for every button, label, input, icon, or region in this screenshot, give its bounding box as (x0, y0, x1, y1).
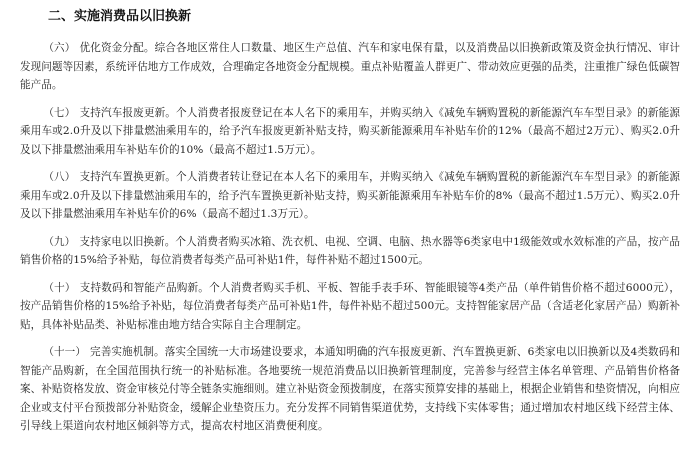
paragraph-label: （九） (43, 235, 76, 248)
paragraph-text: 完善实施机制。落实全国统一大市场建设要求，本通知明确的汽车报废更新、汽车置换更新、6类家电以旧换新以及4类数码和智能产品购新，在全国范围执行统一的补贴标准。各地要统一规范消费品以旧换新管理制度，完善参与经营主体名单管理、产品销售价格备案、补贴资格发放、资金审核兑付等全链条实施细则。建立补贴资金预拨制度，在落实预算安排的基础上，根据企业销售和垫资情况，向相应企业或支付平台预拨部分补贴资金，缓解企业垫资压力。充分发挥不同销售渠道优势，支持线下实体零售；通过增加农村地区线下经营主体、引导线上渠道向农村地区倾斜等方式，提高农村地区消费便利度。 (20, 346, 680, 432)
paragraph-label: （六） (43, 42, 76, 54)
paragraph-text: 支持数码和智能产品购新。个人消费者购买手机、平板、智能手表手环、智能眼镜等4类产品（单件销售价格不超过6000元），按产品销售价格的15%给予补贴，每位消费者每类产品可补贴1件，每件补贴不超过500元。支持智能家居产品（含适老化家居产品）购新补贴，具体补贴品类、补贴标准由地方结合实际自主合理制定。 (20, 281, 680, 331)
paragraph-text: 支持汽车置换更新。个人消费者转让登记在本人名下的乘用车，并购买纳入《减免车辆购置税的新能源汽车车型目录》的新能源乘用车或2.0升及以下排量燃油乘用车的，给予汽车置换更新补贴支持，购买新能源乘用车补贴车价的8%（最高不超过1.5万元）、购买2.0升及以下排量燃油乘用车补贴车价的6%（最高不超过1.3万元）。 (20, 171, 681, 220)
paragraph-item-7 (20, 104, 680, 160)
paragraph-label: （七） (43, 106, 76, 119)
paragraph-text: 支持汽车报废更新。个人消费者报废登记在本人名下的乘用车，并购买纳入《减免车辆购置税的新能源汽车车型目录》的新能源乘用车或2.0升及以下排量燃油乘用车的，给予汽车报废更新补贴支持，购买新能源乘用车补贴车价的12%（最高不超过2万元）、购买2.0升及以下排量燃油乘用车补贴车价的10%（最高不超过1.5万元）。 (20, 106, 681, 156)
section-heading: 二、实施消费品以旧换新 (48, 9, 192, 24)
paragraph-text: 支持家电以旧换新。个人消费者购买冰箱、洗衣机、电视、空调、电脑、热水器等6类家电中1级能效或水效标准的产品，按产品销售价格的15%给予补贴，每位消费者每类产品可补贴1件，每件补贴不超过1500元。 (20, 235, 681, 266)
paragraph-item-10 (20, 279, 680, 335)
paragraph-item-11 (20, 343, 680, 436)
paragraph-label: （十一） (43, 346, 87, 358)
paragraph-text: 优化资金分配。综合各地区常住人口数量、地区生产总值、汽车和家电保有量，以及消费品以旧换新政策及资金执行情况、审计发现问题等因素，系统评估地方工作成效，合理确定各地资金分配规模。重点补贴覆盖人群更广、带动效应更强的品类，注重推广绿色低碳智能产品。 (20, 42, 681, 91)
paragraph-item-9 (20, 233, 680, 270)
paragraph-label: （八） (43, 171, 76, 183)
paragraph-item-8 (20, 168, 680, 224)
paragraph-item-6 (20, 39, 680, 95)
paragraph-label: （十） (43, 281, 76, 294)
